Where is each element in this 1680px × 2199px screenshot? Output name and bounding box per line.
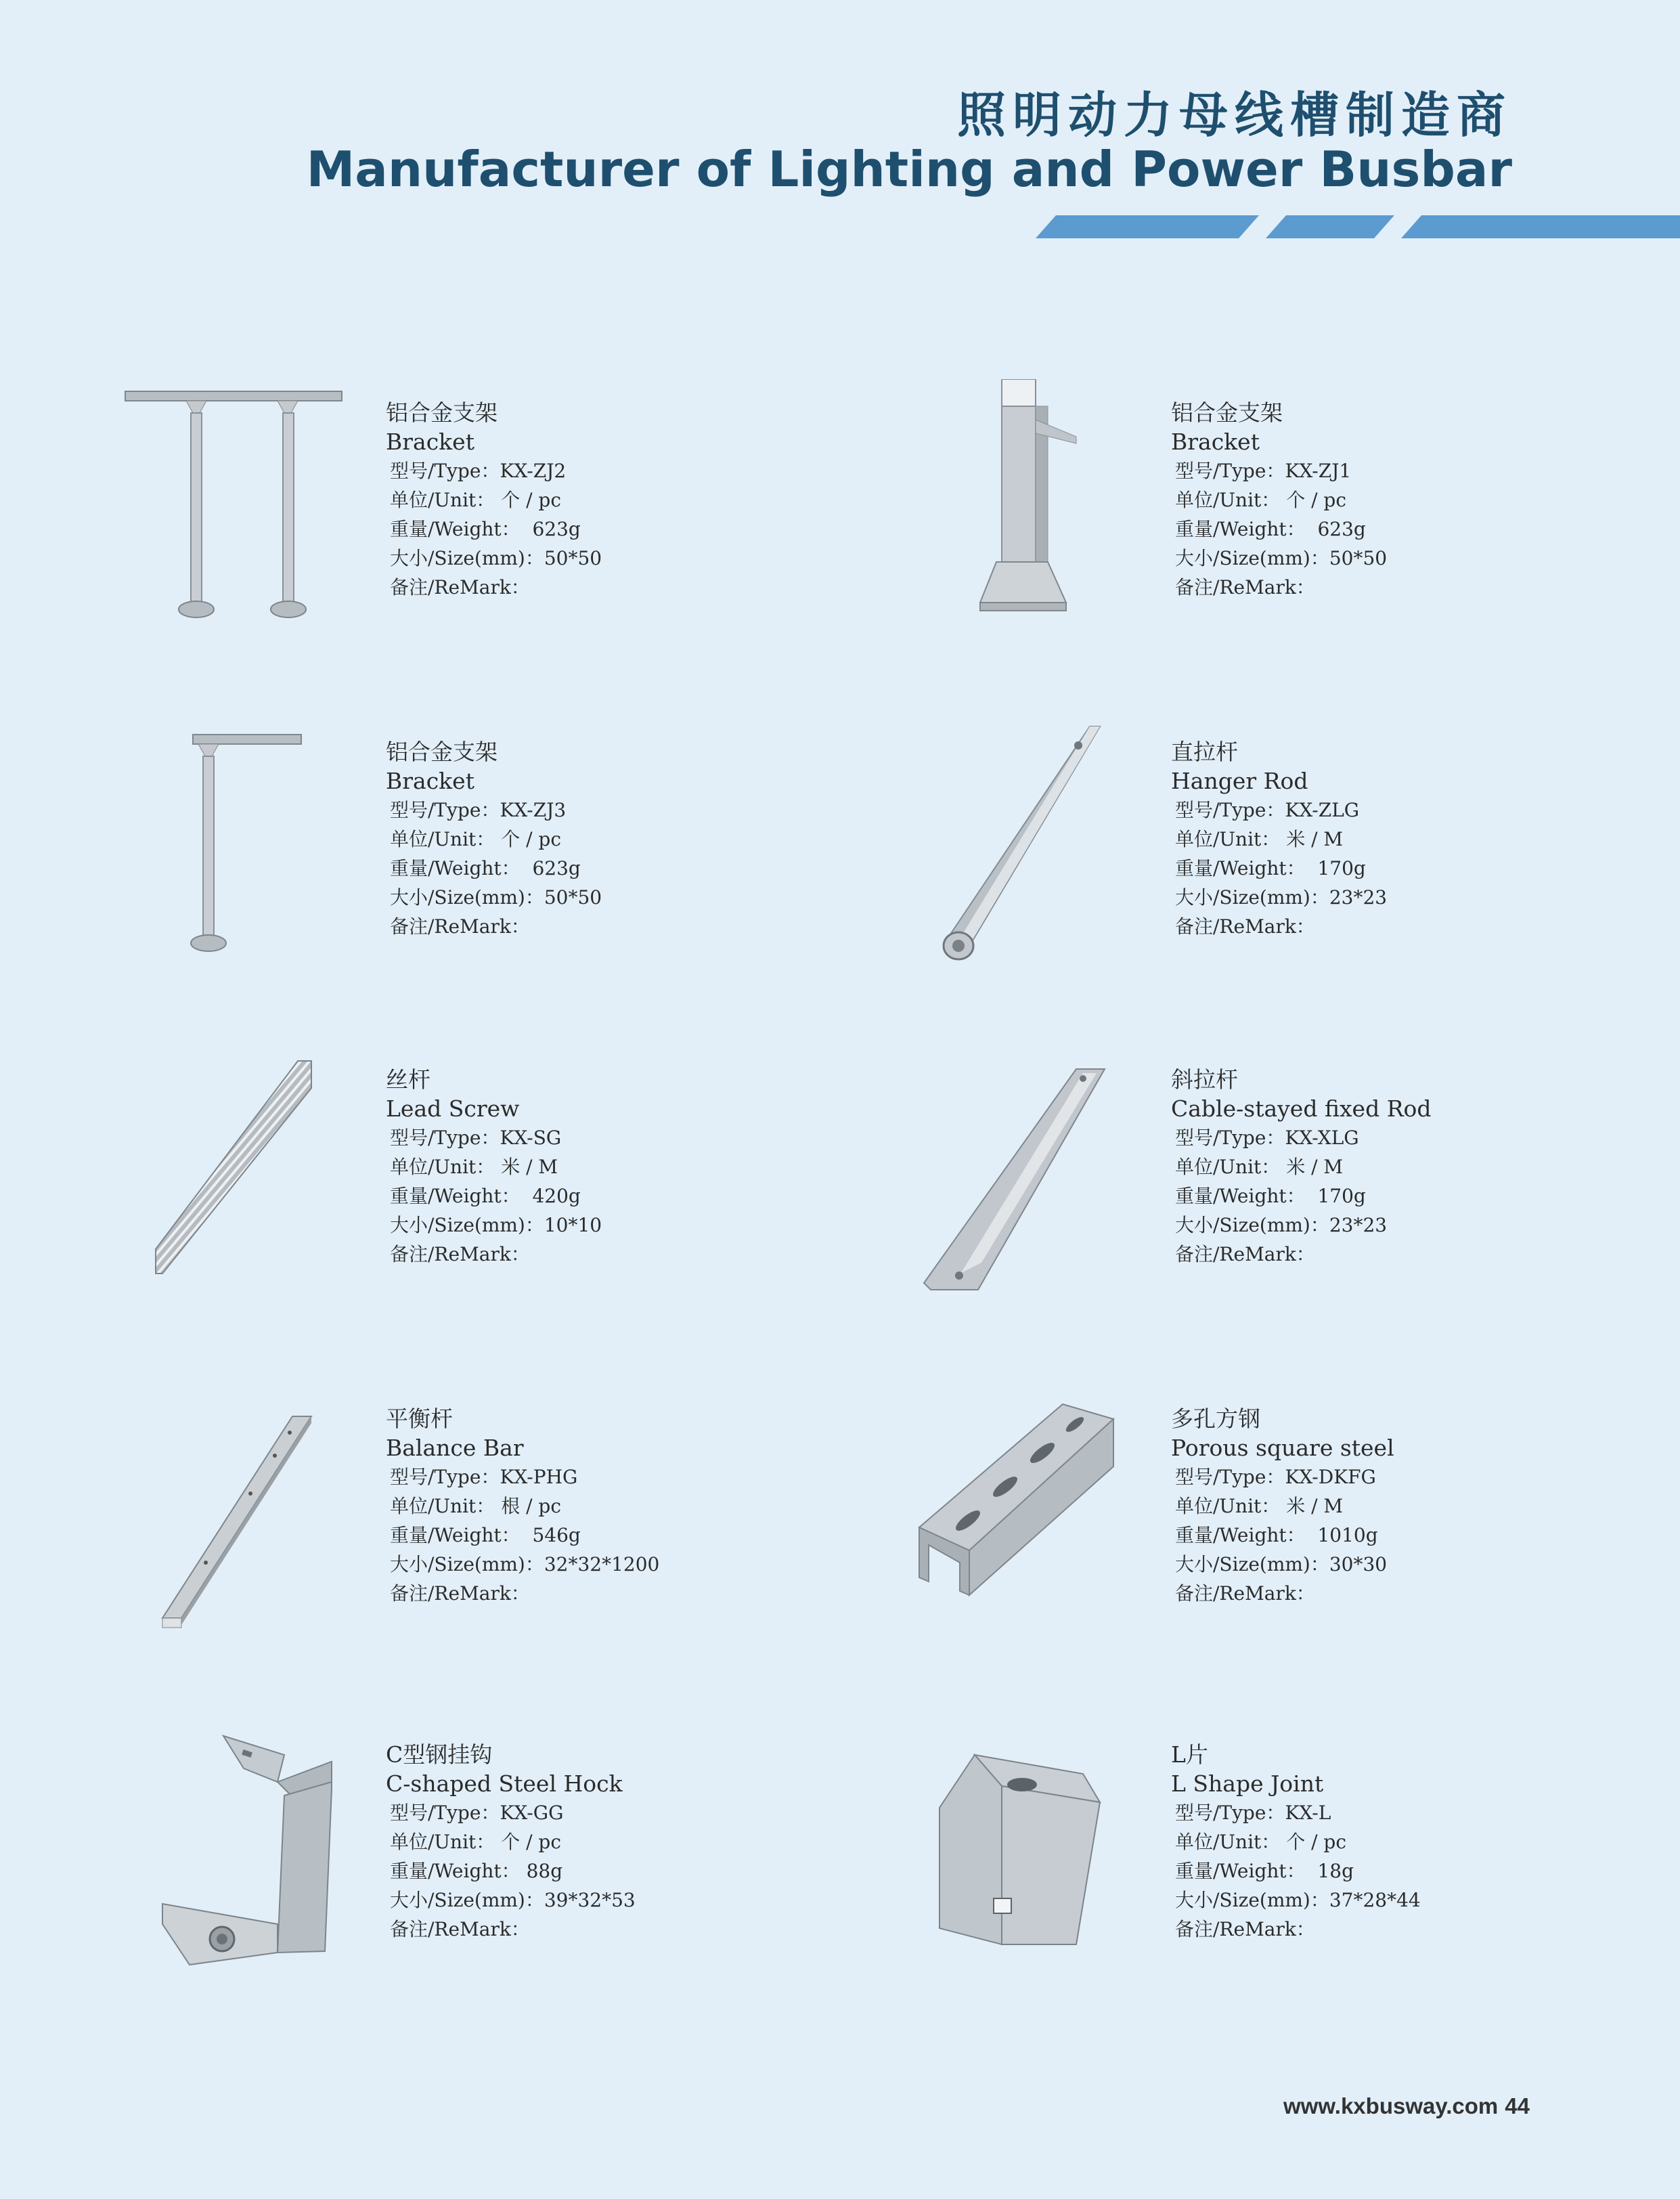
spec-remark bbox=[386, 912, 602, 941]
type-label: 型号/Type： bbox=[1175, 1466, 1285, 1488]
remark-label: 备注/ReMark： bbox=[390, 1243, 530, 1265]
size-label: 大小/Size(mm)： bbox=[390, 1889, 544, 1911]
size-value: 32*32*1200 bbox=[544, 1553, 660, 1575]
size-label: 大小/Size(mm)： bbox=[390, 547, 544, 569]
spec-unit bbox=[386, 825, 602, 854]
product-name-en: Bracket bbox=[386, 429, 474, 455]
page-title-chinese: 照明动力母线槽制造商 bbox=[956, 87, 1512, 144]
size-label: 大小/Size(mm)： bbox=[1175, 547, 1329, 569]
unit-label: 单位/Unit： bbox=[1175, 1831, 1281, 1853]
product-name-cn: L片 bbox=[1171, 1741, 1208, 1768]
weight-value: 546g bbox=[532, 1524, 581, 1546]
product-name-en: Cable-stayed fixed Rod bbox=[1171, 1095, 1432, 1122]
product-card-kx-zj3 bbox=[108, 718, 887, 989]
product-name-cn: 铝合金支架 bbox=[386, 739, 498, 765]
weight-label: 重量/Weight： bbox=[390, 1524, 521, 1546]
weight-label: 重量/Weight： bbox=[390, 518, 521, 540]
weight-label: 重量/Weight： bbox=[390, 1860, 521, 1882]
type-label: 型号/Type： bbox=[1175, 1127, 1285, 1149]
unit-label: 单位/Unit： bbox=[1175, 1156, 1281, 1178]
spec-type bbox=[1171, 456, 1387, 485]
spec-unit bbox=[386, 1152, 602, 1181]
spec-size bbox=[1171, 544, 1387, 573]
spec-weight bbox=[1171, 854, 1387, 883]
product-name-en: C-shaped Steel Hock bbox=[386, 1770, 623, 1797]
size-label: 大小/Size(mm)： bbox=[1175, 1553, 1329, 1575]
remark-label: 备注/ReMark： bbox=[1175, 915, 1315, 938]
weight-label: 重量/Weight： bbox=[1175, 1185, 1306, 1207]
size-value: 50*50 bbox=[544, 886, 602, 909]
unit-label: 单位/Unit： bbox=[390, 1156, 495, 1178]
weight-value: 170g bbox=[1317, 857, 1366, 879]
type-value: KX-ZJ3 bbox=[500, 799, 567, 821]
type-label: 型号/Type： bbox=[390, 1127, 500, 1149]
product-name-en: Hanger Rod bbox=[1171, 768, 1308, 794]
spec-weight bbox=[1171, 1856, 1421, 1886]
product-card-kx-zj1 bbox=[893, 379, 1672, 650]
type-label: 型号/Type： bbox=[390, 799, 500, 821]
product-card-kx-phg bbox=[108, 1385, 887, 1656]
size-value: 39*32*53 bbox=[544, 1889, 636, 1911]
unit-label: 单位/Unit： bbox=[390, 1831, 495, 1853]
bracket-wall-image bbox=[893, 379, 1164, 650]
type-value: KX-L bbox=[1285, 1802, 1331, 1824]
type-value: KX-XLG bbox=[1285, 1127, 1359, 1149]
spec-type bbox=[386, 1798, 636, 1827]
spec-remark bbox=[1171, 1240, 1432, 1269]
product-name-cn: 铝合金支架 bbox=[386, 399, 498, 426]
page-number: 44 bbox=[1505, 2093, 1530, 2118]
product-card-kx-dkfg bbox=[893, 1385, 1672, 1656]
size-label: 大小/Size(mm)： bbox=[390, 1214, 544, 1236]
type-value: KX-PHG bbox=[500, 1466, 578, 1488]
spec-size bbox=[1171, 883, 1387, 912]
size-value: 37*28*44 bbox=[1329, 1889, 1421, 1911]
spec-size bbox=[386, 883, 602, 912]
size-value: 10*10 bbox=[544, 1214, 602, 1236]
weight-value: 623g bbox=[532, 857, 581, 879]
spec-size bbox=[386, 1211, 602, 1240]
unit-value: 米 / M bbox=[1286, 1495, 1344, 1517]
remark-label: 备注/ReMark： bbox=[1175, 1918, 1315, 1940]
product-name-en: Balance Bar bbox=[386, 1435, 524, 1461]
spec-weight bbox=[1171, 1521, 1394, 1550]
remark-label: 备注/ReMark： bbox=[390, 1582, 530, 1605]
spec-type bbox=[386, 796, 602, 825]
unit-value: 个 / pc bbox=[1286, 489, 1347, 511]
spec-size bbox=[386, 1886, 636, 1915]
size-value: 23*23 bbox=[1329, 1214, 1388, 1236]
type-label: 型号/Type： bbox=[1175, 460, 1285, 482]
spec-remark bbox=[386, 1915, 636, 1944]
spec-remark bbox=[386, 573, 602, 602]
unit-label: 单位/Unit： bbox=[390, 1495, 495, 1517]
page-title-english: Manufacturer of Lighting and Power Busbar bbox=[306, 141, 1512, 198]
product-name-en: Bracket bbox=[1171, 429, 1260, 455]
spec-size bbox=[1171, 1886, 1421, 1915]
weight-label: 重量/Weight： bbox=[1175, 518, 1306, 540]
spec-remark bbox=[386, 1240, 602, 1269]
spec-weight bbox=[386, 1181, 602, 1211]
unit-value: 根 / pc bbox=[501, 1495, 562, 1517]
spec-unit bbox=[386, 1827, 636, 1856]
balance-bar-image bbox=[108, 1385, 379, 1656]
weight-value: 623g bbox=[532, 518, 581, 540]
spec-unit bbox=[1171, 825, 1387, 854]
size-label: 大小/Size(mm)： bbox=[1175, 886, 1329, 909]
type-value: KX-ZJ1 bbox=[1285, 460, 1352, 482]
lead-screw-image bbox=[108, 1046, 379, 1317]
unit-value: 米 / M bbox=[1286, 828, 1344, 850]
type-value: KX-DKFG bbox=[1285, 1466, 1376, 1488]
spec-type bbox=[1171, 1798, 1421, 1827]
product-card-kx-zlg bbox=[893, 718, 1672, 989]
spec-size bbox=[1171, 1211, 1432, 1240]
spec-type bbox=[386, 1123, 602, 1152]
c-shaped-steel-hook-image bbox=[108, 1721, 379, 1992]
weight-label: 重量/Weight： bbox=[1175, 1524, 1306, 1546]
remark-label: 备注/ReMark： bbox=[1175, 1582, 1315, 1605]
spec-type bbox=[386, 1462, 659, 1492]
weight-value: 420g bbox=[532, 1185, 581, 1207]
product-card-kx-l bbox=[893, 1721, 1672, 1992]
cable-stayed-rod-image bbox=[893, 1046, 1164, 1317]
spec-remark bbox=[386, 1579, 659, 1608]
type-value: KX-SG bbox=[500, 1127, 562, 1149]
spec-unit bbox=[386, 1492, 659, 1521]
spec-size bbox=[1171, 1550, 1394, 1579]
product-card-kx-zj2 bbox=[108, 379, 887, 650]
hanger-rod-image bbox=[893, 718, 1164, 989]
unit-label: 单位/Unit： bbox=[390, 828, 495, 850]
spec-weight bbox=[386, 515, 602, 544]
remark-label: 备注/ReMark： bbox=[1175, 1243, 1315, 1265]
product-name-cn: 直拉杆 bbox=[1171, 739, 1238, 765]
unit-value: 个 / pc bbox=[501, 489, 562, 511]
spec-size bbox=[386, 1550, 659, 1579]
unit-label: 单位/Unit： bbox=[390, 489, 495, 511]
unit-value: 米 / M bbox=[501, 1156, 558, 1178]
page-footer bbox=[1277, 2093, 1530, 2119]
spec-unit bbox=[1171, 485, 1387, 515]
spec-unit bbox=[1171, 1492, 1394, 1521]
header-stripe-decoration bbox=[1036, 215, 1680, 238]
size-value: 50*50 bbox=[1329, 547, 1388, 569]
type-value: KX-ZJ2 bbox=[500, 460, 567, 482]
unit-value: 米 / M bbox=[1286, 1156, 1344, 1178]
spec-weight bbox=[1171, 1181, 1432, 1211]
spec-unit bbox=[1171, 1827, 1421, 1856]
size-value: 30*30 bbox=[1329, 1553, 1388, 1575]
spec-weight bbox=[386, 1521, 659, 1550]
spec-weight bbox=[386, 854, 602, 883]
unit-value: 个 / pc bbox=[1286, 1831, 1347, 1853]
unit-value: 个 / pc bbox=[501, 1831, 562, 1853]
product-name-en: Porous square steel bbox=[1171, 1435, 1394, 1461]
spec-remark bbox=[1171, 1915, 1421, 1944]
spec-unit bbox=[1171, 1152, 1432, 1181]
remark-label: 备注/ReMark： bbox=[390, 915, 530, 938]
weight-label: 重量/Weight： bbox=[1175, 857, 1306, 879]
product-name-en: Lead Screw bbox=[386, 1095, 520, 1122]
product-card-kx-xlg bbox=[893, 1046, 1672, 1317]
porous-square-steel-image bbox=[893, 1385, 1164, 1656]
spec-remark bbox=[1171, 1579, 1394, 1608]
weight-value: 18g bbox=[1317, 1860, 1354, 1882]
product-name-en: Bracket bbox=[386, 768, 474, 794]
product-card-kx-gg bbox=[108, 1721, 887, 1992]
product-name-cn: 铝合金支架 bbox=[1171, 399, 1283, 426]
type-label: 型号/Type： bbox=[390, 460, 500, 482]
size-value: 50*50 bbox=[544, 547, 602, 569]
remark-label: 备注/ReMark： bbox=[1175, 576, 1315, 598]
weight-label: 重量/Weight： bbox=[390, 1185, 521, 1207]
spec-weight bbox=[386, 1856, 636, 1886]
product-name-cn: 斜拉杆 bbox=[1171, 1066, 1238, 1093]
type-label: 型号/Type： bbox=[1175, 799, 1285, 821]
bracket-double-image bbox=[108, 379, 379, 650]
product-name-en: L Shape Joint bbox=[1171, 1770, 1324, 1797]
spec-size bbox=[386, 544, 602, 573]
weight-value: 1010g bbox=[1317, 1524, 1378, 1546]
size-label: 大小/Size(mm)： bbox=[1175, 1889, 1329, 1911]
remark-label: 备注/ReMark： bbox=[390, 1918, 530, 1940]
spec-type bbox=[1171, 796, 1387, 825]
l-shape-joint-image bbox=[893, 1721, 1164, 1992]
unit-label: 单位/Unit： bbox=[1175, 489, 1281, 511]
type-label: 型号/Type： bbox=[1175, 1802, 1285, 1824]
spec-unit bbox=[386, 485, 602, 515]
product-name-cn: C型钢挂钩 bbox=[386, 1741, 493, 1768]
size-label: 大小/Size(mm)： bbox=[390, 1553, 544, 1575]
spec-type bbox=[1171, 1123, 1432, 1152]
product-name-cn: 多孔方钢 bbox=[1171, 1406, 1260, 1432]
weight-value: 623g bbox=[1317, 518, 1366, 540]
type-label: 型号/Type： bbox=[390, 1802, 500, 1824]
type-value: KX-GG bbox=[500, 1802, 564, 1824]
weight-label: 重量/Weight： bbox=[390, 857, 521, 879]
website-link[interactable]: www.kxbusway.com bbox=[1283, 2093, 1499, 2118]
weight-value: 88g bbox=[526, 1860, 563, 1882]
spec-type bbox=[1171, 1462, 1394, 1492]
weight-label: 重量/Weight： bbox=[1175, 1860, 1306, 1882]
unit-label: 单位/Unit： bbox=[1175, 828, 1281, 850]
remark-label: 备注/ReMark： bbox=[390, 576, 530, 598]
spec-remark bbox=[1171, 573, 1387, 602]
product-name-cn: 丝杆 bbox=[386, 1066, 430, 1093]
type-value: KX-ZLG bbox=[1285, 799, 1360, 821]
unit-value: 个 / pc bbox=[501, 828, 562, 850]
bracket-single-image bbox=[108, 718, 379, 989]
unit-label: 单位/Unit： bbox=[1175, 1495, 1281, 1517]
type-label: 型号/Type： bbox=[390, 1466, 500, 1488]
size-label: 大小/Size(mm)： bbox=[390, 886, 544, 909]
spec-type bbox=[386, 456, 602, 485]
product-card-kx-sg bbox=[108, 1046, 887, 1317]
size-label: 大小/Size(mm)： bbox=[1175, 1214, 1329, 1236]
product-name-cn: 平衡杆 bbox=[386, 1406, 453, 1432]
spec-weight bbox=[1171, 515, 1387, 544]
size-value: 23*23 bbox=[1329, 886, 1388, 909]
weight-value: 170g bbox=[1317, 1185, 1366, 1207]
spec-remark bbox=[1171, 912, 1387, 941]
